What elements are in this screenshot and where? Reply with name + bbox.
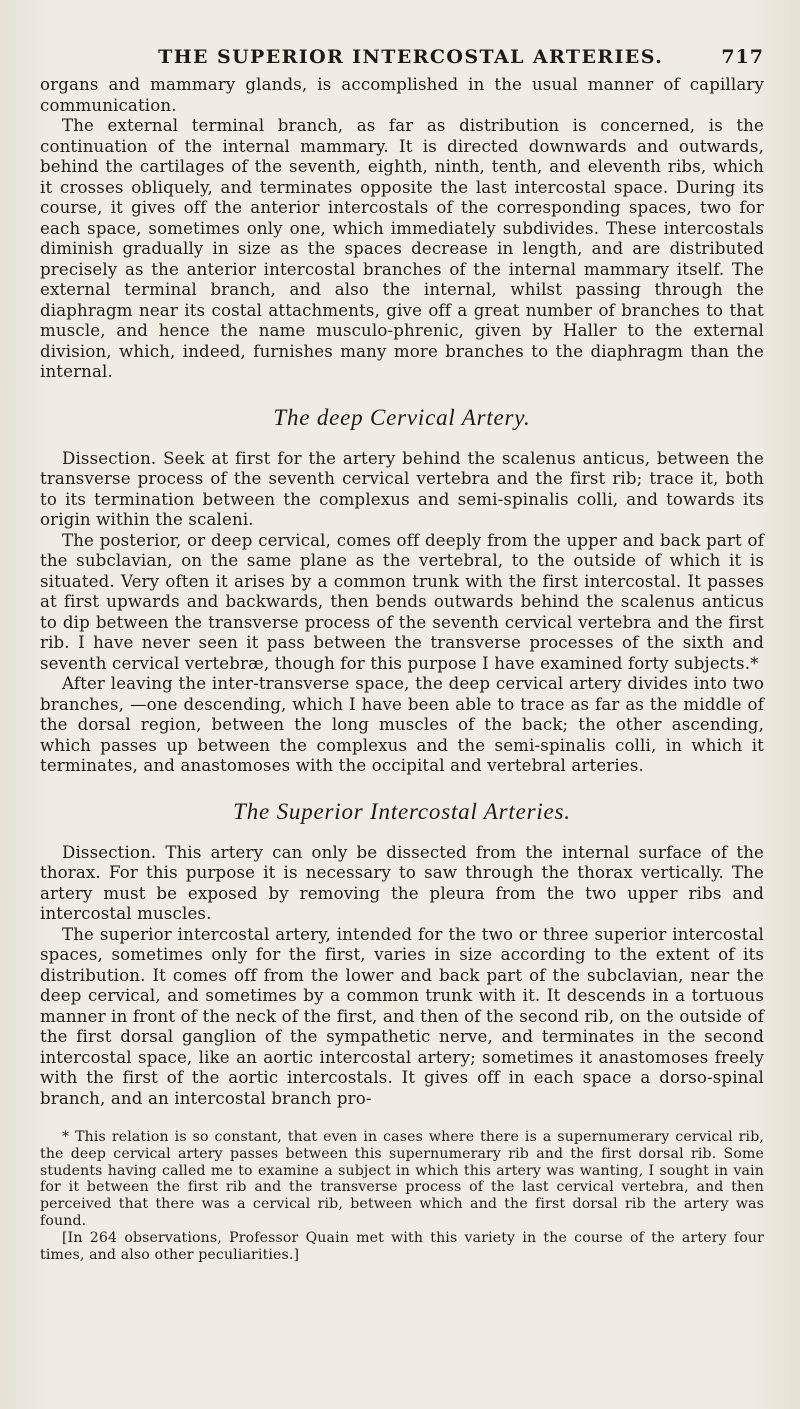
paragraph-external-terminal-branch: The external terminal branch, as far as distribution is concerned, is the continuation of the internal mammary. It is directed downwards and outwards, behind the cartilages of the seventh, eighth, ninth, tenth, and eleventh ribs, which it crosses obliquely, and terminates opposite the last intercostal space. During its course, it gives off the anterior intercostals of the corresponding spaces, two for each space, sometimes only one, which immediately subdivides. These intercostals diminish gradually in size as the spaces decrease in length, and are distributed precisely as the anterior intercostal branches of the internal mammary itself. The external terminal branch, and also the internal, whilst passing through the diaphragm near its costal attachments, give off a great number of branches to that muscle, and hence the name musculo-phrenic, given by Haller to the external division, which, indeed, furnishes many more branches to the diaphragm than the internal. xyxy=(40,116,764,381)
running-head: THE SUPERIOR INTERCOSTAL ARTERIES. xyxy=(158,46,664,68)
footnote-star: * This relation is so constant, that even in cases where there is a supernumerary cervical rib, the deep cervical artery passes between this supernumerary rib and the first dorsal rib. Some students having called me to examine a subject in which this artery was wanting, I sought in vain for it between the first rib and the transverse process of the last cervical vertebra, and then perceived that there was a cervical rib, between which and the first dorsal rib the artery was found. xyxy=(40,1129,764,1229)
paragraph-dissection-superior-intercostal: Dissection. This artery can only be dissected from the internal surface of the thorax. For this purpose it is necessary to saw through the thorax vertically. The artery must be exposed by removing the pleura from the two upper ribs and intercostal muscles. xyxy=(40,842,764,923)
section-heading-superior-intercostal: The Superior Intercostal Arteries. xyxy=(233,798,571,824)
section-heading-deep-cervical: The deep Cervical Artery. xyxy=(273,404,531,430)
paragraph-posterior-cervical: The posterior, or deep cervical, comes off deeply from the upper and back part of the subclavian, on the same plane as the vertebral, to the outside of which it is situated. Very often it arises by a common trunk with the first intercostal. It passes at first upwards and backwards, then bends outwards behind the scalenus anticus to dip between the transverse process of the seventh cervical vertebra and the first rib. I have never seen it pass between the transverse processes of the sixth and seventh cervical vertebræ, though for this purpose I have examined forty subjects.* xyxy=(40,530,764,673)
paragraph-superior-intercostal: The superior intercostal artery, intended for the two or three superior intercostal spaces, sometimes only for the first, varies in size according to the extent of its distribution. It comes off from the lower and back part of the subclavian, near the deep cervical, and sometimes by a common trunk with it. It descends in a tortuous manner in front of the neck of the first, and then of the second rib, on the outside of the first dorsal ganglion of the sympathetic nerve, and terminates in the second intercostal space, like an aortic intercostal artery; sometimes it anastomoses freely with the first of the aortic intercostals. It gives off in each space a dorso-spinal branch, and an intercostal branch pro- xyxy=(40,924,764,1108)
paragraph-inter-transverse: After leaving the inter-transverse space, the deep cervical artery divides into two branches, —one descending, which I have been able to trace as far as the middle of the dorsal region, between the long muscles of the back; the other ascending, which passes up between the complexus and the semi-spinalis colli, in which it terminates, and anastomoses with the occipital and vertebral arteries. xyxy=(40,674,764,775)
paragraph-continuation: organs and mammary glands, is accomplished in the usual manner of capillary communication. xyxy=(40,75,764,115)
page-header xyxy=(40,46,764,68)
paragraph-dissection-deep-cervical: Dissection. Seek at first for the artery behind the scalenus anticus, between the transverse process of the seventh cervical vertebra and the first rib; trace it, both to its termination between the complexus and semi-spinalis colli, and towards its origin within the scaleni. xyxy=(40,448,764,529)
footnotes xyxy=(40,1129,764,1263)
page-number: 717 xyxy=(721,46,764,68)
footnote-bracket: [In 264 observations, Professor Quain met with this variety in the course of the artery four times, and also other peculiarities.] xyxy=(40,1229,764,1263)
